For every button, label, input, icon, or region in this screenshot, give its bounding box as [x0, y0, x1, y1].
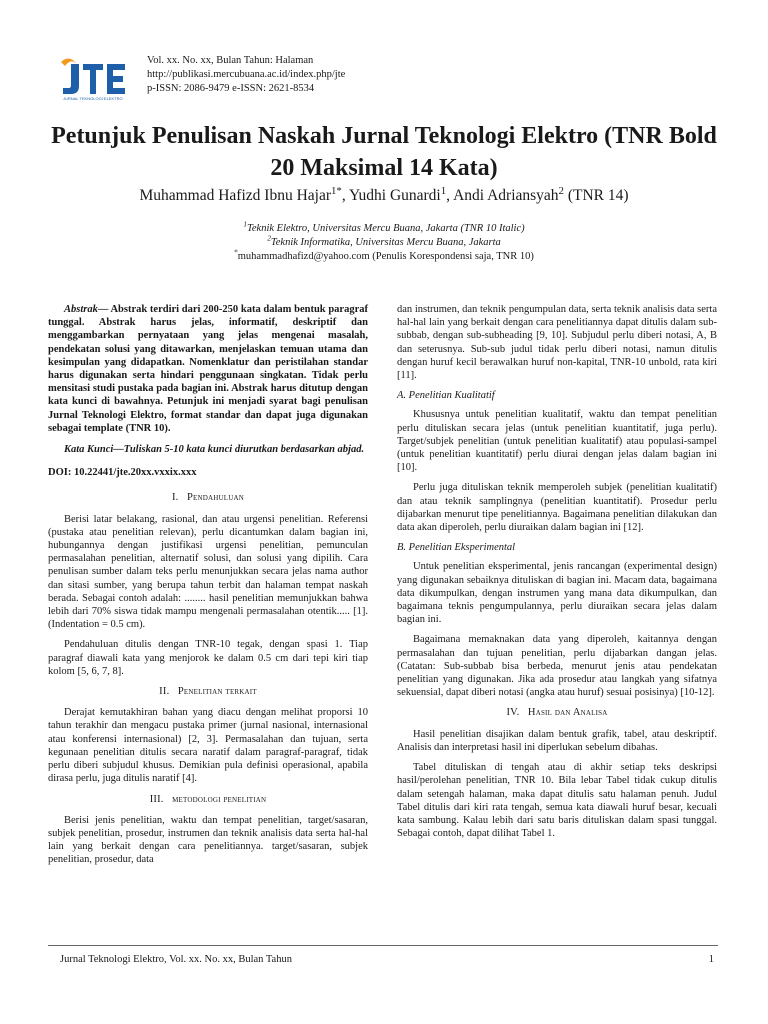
right-column — [397, 303, 717, 847]
corresponding-email: *muhammadhafizd@yahoo.com (Penulis Korespondensi saja, TNR 10) — [234, 247, 534, 262]
logo-subtitle: JURNAL TEKNOLOGI ELEKTRO — [63, 96, 123, 101]
author-2-sup: 1 — [440, 184, 447, 197]
section-heading-2: II. Penelitian terkait — [159, 686, 257, 698]
doi: DOI: 10.22441/jte.20xx.vxxix.xxx — [48, 467, 197, 479]
paper-title: Petunjuk Penulisan Naskah Jurnal Teknologi Elektro (TNR Bold 20 Maksimal 14 Kata) — [51, 123, 717, 181]
author-2: Yudhi Gunardi — [349, 187, 441, 204]
section-heading-1: I. Pendahuluan — [171, 492, 245, 504]
footer-journal: Jurnal Teknologi Elektro, Vol. xx. No. xx, Bulan Tahun — [60, 954, 292, 965]
paragraph: Derajat kemutakhiran bahan yang diacu dengan melihat proporsi 10 tahun terakhir dan mengacu pustaka primer (jurnal nasional, internasional atau konferensi internasional) [2, 3]. Permasalahan dan tujuan, serta kegunaan penelitian ditulis secara naratif dalam paragraf-paragraf, tidak perlu diberi subjudul khusus. Demikian pula definisi operasional, apabila dirasa perlu, juga ditulis naratif [4]. — [48, 707, 368, 785]
keywords: Kata Kunci—Tuliskan 5-10 kata kunci diurutkan berdasarkan abjad. — [64, 444, 365, 456]
author-3: Andi Adriansyah — [453, 187, 559, 204]
author-3-sup: 2 — [558, 184, 564, 197]
left-column — [48, 303, 368, 874]
page-number: 1 — [708, 954, 714, 965]
paragraph: Hasil penelitian disajikan dalam bentuk grafik, tabel, atau deskriptif. Analisis dan interpretasi hasil ini diperlukan sebelum dibahas. — [397, 728, 717, 753]
paragraph: Pendahuluan ditulis dengan TNR-10 tegak, dengan spasi 1. Tiap paragraf diawali kata yang menjorok ke dalam 0.5 cm dari tepi kiri tiap kolom [5, 6, 7, 8]. — [48, 639, 368, 677]
journal-url[interactable]: http://publikasi.mercubuana.ac.id/index.php/jte — [147, 69, 346, 80]
journal-info — [147, 54, 345, 96]
affiliations — [40, 219, 728, 264]
paragraph: Untuk penelitian eksperimental, jenis rancangan (experimental design) yang digunakan sebaiknya dituliskan di bagian ini. Macam data, bagaimana data dikumpulkan, dengan instrumen yang mana data dikumpulkan, dan bagaimana teknis pengumpulannya, perlu diuraikan secara jelas dalam bagian ini. — [397, 561, 717, 626]
paragraph: Tabel dituliskan di tengah atau di akhir setiap teks deskripsi hasil/perolehan penelitian, TNR 10. Bila lebar Tabel tidak cukup ditulis dalam setengah halaman, maka dapat ditulis satu halaman penuh. Judul Tabel ditulis dari kiri rata tengah, semua kata diawali huruf besar, kecuali kata sambung. Kalau lebih dari satu baris dituliskan dalam spasi tunggal. Sebagai contoh, dapat dilihat Tabel 1. — [397, 762, 717, 840]
paragraph: Khususnya untuk penelitian kualitatif, waktu dan tempat penelitian perlu dituliskan secara jelas (untuk penelitian kuantitatif, juga perlu). Target/subjek penelitian (untuk penelitian kualitatif) atau populasi-sampel (untuk penelitian kuantitatif) perlu diurai dengan jelas dalam bagian ini [10]. — [397, 409, 717, 474]
paragraph: Perlu juga dituliskan teknik memperoleh subjek (penelitian kualitatif) dan atau teknik samplingnya (penelitian kuantitatif). Prosedur perlu dijabarkan menurut tipe penelitiannya. Bagaimana penelitian dilakukan dan data akan diperoleh, perlu diuraikan dalam bagian ini [12]. — [397, 482, 717, 534]
abstract: Abstrak— Abstrak terdiri dari 200-250 kata dalam bentuk paragraf tunggal. Abstrak harus jelas, informatif, deskriptif dan menggambarkan pernyataan yang jelas mengenai masalah, pendekatan solusi yang ditawarkan, menjelaskan temuan utama dan kesimpulan yang didapatkan. Nomenklatur dan peristilahan standar harus digunakan serta hindari penggunaan singkatan. Tidak perlu mensitasi studi pustaka pada bagian ini. Abstrak harus ditutup dengan kata kunci di bawahnya. Petunjuk ini menjadi syarat bagi penulisan Jurnal Teknologi Elektro, format standar dan dapat juga digunakan sebagai template (TNR 10). — [48, 304, 368, 434]
subsection-heading-b: B. Penelitian Eksperimental — [397, 542, 516, 554]
issn-line: p-ISSN: 2086-9479 e-ISSN: 2621-8534 — [147, 83, 315, 94]
paragraph: dan instrumen, dan teknik pengumpulan data, serta teknik analisis data serta hal-hal lain yang berkait dengan cara penelitiannya dapat ditulis dalam sub-subbab, dengan sub-subheading [9, 10]. Subjudul perlu diberi notasi, A, B dan seterusnya. Sub-sub judul tidak perlu diberi notasi, namun ditulis dengan huruf kecil berawalkan huruf non-kapital, TNR-10 unbold, rata kiri [11]. — [397, 304, 717, 382]
journal-header — [55, 52, 455, 102]
affiliation-2: $^2$Teknik Informatika, Universitas Mercu Buana, Jakarta — [267, 233, 501, 248]
section-heading-4: IV. Hasil dan Analisa — [506, 707, 608, 719]
volume-line: Vol. xx. No. xx, Bulan Tahun: Halaman — [147, 55, 314, 66]
subsection-heading-a: A. Penelitian Kualitatif — [397, 390, 495, 402]
paragraph: Berisi latar belakang, rasional, dan atau urgensi penelitian. Referensi (pustaka atau penelitian relevan), perlu dicantumkan dalam bagian ini, hubungannya dengan justifikasi urgensi penelitian, pemunculan permasalahan penelitian, alternatif solusi, dan solusi yang dipilih. Cara penulisan sumber dalam teks perlu menunjukkan secara jelas nama author dan sitasi sumber, yang berupa tahun terbit dan halaman tempat naskah berada. Sebagai contoh adalah: ........ hasil penelitian memunjukkan bahwa lebih dari 70% siswa tidak mampu mengenali permasalahan otentik..... [1]. (Indentation = 0.5 cm). — [48, 513, 368, 631]
paragraph: Berisi jenis penelitian, waktu dan tempat penelitian, target/sasaran, subjek penelitian, prosedur, instrumen dan teknik analisis data serta hal-hal lain yang berkait dengan cara penelitiannya. target/sasaran, subjek penelitian, prosedur, data — [48, 814, 368, 866]
page-footer — [48, 945, 718, 970]
author-1: Muhammad Hafizd Ibnu Hajar — [139, 187, 331, 204]
section-heading-3: III. metodologi penelitian — [149, 793, 267, 805]
author-1-sup: 1* — [331, 184, 342, 197]
author-line: Muhammad Hafizd Ibnu Hajar$^{1*}$, Yudhi Gunardi$^1$, Andi Adriansyah$^2$ (TNR 14) — [139, 184, 629, 204]
jte-logo-icon — [55, 52, 137, 102]
paragraph: Bagaimana memaknakan data yang diperoleh, kaitannya dengan permasalahan dan tujuan penelitian, perlu dijabarkan dangan jelas. (Catatan: Sub-subbab bisa berbeda, menurut jenis atau pendekatan penelitian yang digunakan. Jika ada prosedur atau langkah yang sifatnya sekuensial, dapat diberi notasi (angka atau huruf) sesuai posisinya) [10-12]. — [397, 634, 717, 699]
author-note: (TNR 14) — [567, 187, 629, 204]
affiliation-1: $^1$Teknik Elektro, Universitas Mercu Buana, Jakarta (TNR 10 Italic) — [243, 219, 525, 234]
